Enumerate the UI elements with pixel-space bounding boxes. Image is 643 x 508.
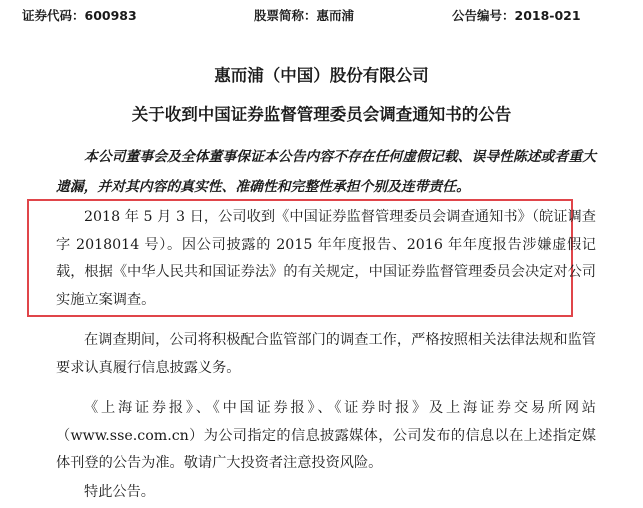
paragraph-cooperation: 在调查期间，公司将积极配合监管部门的调查工作，严格按照相关法律法规和监管要求认真履行信息披露义务。 (56, 332, 596, 376)
paragraph-closing: 特此公告。 (84, 484, 155, 500)
paragraph-media: 《上海证券报》、《中国证券报》、《证券时报》及上海证券交易所网站（www.sse.com.cn）为公司指定的信息披露媒体，公司发布的信息以在上述指定媒体刊登的公告为准。敬请广大投资者注意投资风险。 (56, 400, 596, 471)
notice-number: 公告编号：2018-021 (452, 8, 581, 23)
stock-name: 股票简称：惠而浦 (254, 8, 355, 23)
board-statement: 本公司董事会及全体董事保证本公告内容不存在任何虚假记载、误导性陈述或者重大遗漏，并对其内容的真实性、准确性和完整性承担个别及连带责任。 (56, 149, 596, 195)
notice-title: 关于收到中国证券监督管理委员会调查通知书的公告 (131, 105, 512, 124)
company-title: 惠而浦（中国）股份有限公司 (214, 66, 429, 85)
paragraph-investigation: 2018 年 5 月 3 日，公司收到《中国证券监督管理委员会调查通知书》（皖证调查字 2018014 号）。因公司披露的 2015 年年度报告、2016 年年度报告涉嫌虚假记载，根据《中华人民共和国证券法》的有关规定，中国证券监督管理委员会决定对公司实施立案调查。 (56, 209, 596, 308)
stock-code: 证券代码：600983 (22, 8, 137, 23)
